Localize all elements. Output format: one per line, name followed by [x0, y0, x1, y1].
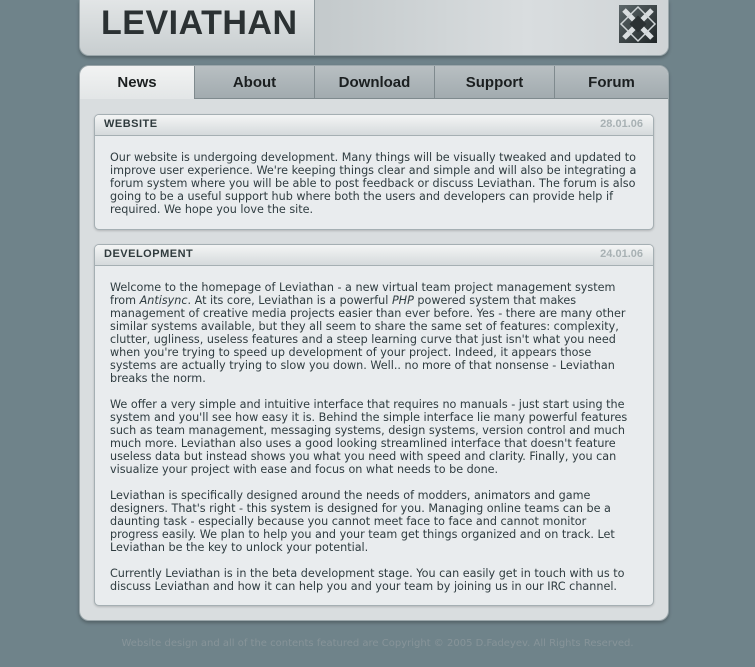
post-paragraph: Welcome to the homepage of Leviathan - a new virtual team project management system from Antisync. At its core, Leviathan is a powerful PHP powered system that makes management of creative media projects easier than ever before. Yes - there are many other similar systems available, but they all seem to share the same set of features: complexity, clutter, ugliness, useless features and a steep learning curve that just isn't what you need when you're trying to speed up development of your project. Indeed, it appears those systems are actually trying to slow you down. Well.. no more of that nonsense - Leviathan breaks the norm.	[110, 281, 626, 385]
leviathan-x-icon	[618, 4, 658, 44]
post-header	[95, 115, 653, 136]
emphasis-php: PHP	[391, 294, 414, 307]
footer-copyright: Website design and all of the contents featured are Copyright © 2005 D.Fadeyev. All Rights Reserved.	[121, 638, 634, 649]
tab-download[interactable]: Download	[314, 66, 434, 99]
tab-forum[interactable]: Forum	[554, 66, 668, 99]
emphasis-antisync: Antisync	[139, 294, 188, 307]
tab-news[interactable]: News	[80, 66, 194, 99]
post-title: DEVELOPMENT	[104, 248, 194, 260]
tab-bar	[80, 66, 668, 100]
site-logo[interactable]: LEVIATHAN	[101, 4, 298, 42]
post-date: 24.01.06	[600, 248, 643, 260]
post-paragraph: We offer a very simple and intuitive interface that requires no manuals - just start using the system and you'll see how easy it is. Behind the simple interface lie many powerful features such as team management, messaging systems, design systems, version control and much much more. Leviathan also uses a good looking streamlined interface that doesn't feature useless data but instead shows you what you need with speed and clarity. Finally, you can visualize your project with ease and focus on what needs to be done.	[110, 398, 628, 476]
post-title: WEBSITE	[104, 118, 158, 130]
tab-support[interactable]: Support	[434, 66, 554, 99]
post-development	[94, 244, 654, 606]
post-website	[94, 114, 654, 230]
post-header	[95, 245, 653, 266]
post-paragraph: Our website is undergoing development. Many things will be visually tweaked and updated to improve user experience. We're keeping things clear and simple and will also be integrating a forum system where you will be able to post feedback or discuss Leviathan. The forum is also going to be a useful support hub where both the users and developers can provide help if required. We hope you love the site.	[110, 151, 637, 216]
header-banner	[315, 0, 668, 56]
post-paragraph: Currently Leviathan is in the beta development stage. You can easily get in touch with us to discuss Leviathan and how it can help you and your team by joining us in our IRC channel.	[110, 567, 625, 593]
site-header	[79, 0, 669, 56]
main-content	[79, 65, 669, 621]
post-body	[95, 266, 653, 593]
post-date: 28.01.06	[600, 118, 643, 130]
post-paragraph: Leviathan is specifically designed around the needs of modders, animators and game designers. That's right - this system is designed for you. Managing online teams can be a daunting task - especially because you cannot meet face to face and cannot monitor progress easily. We plan to help you and your team get things organized and on track. Let Leviathan be the key to unlock your potential.	[110, 489, 615, 554]
post-body	[95, 136, 653, 216]
tab-about[interactable]: About	[194, 66, 314, 99]
